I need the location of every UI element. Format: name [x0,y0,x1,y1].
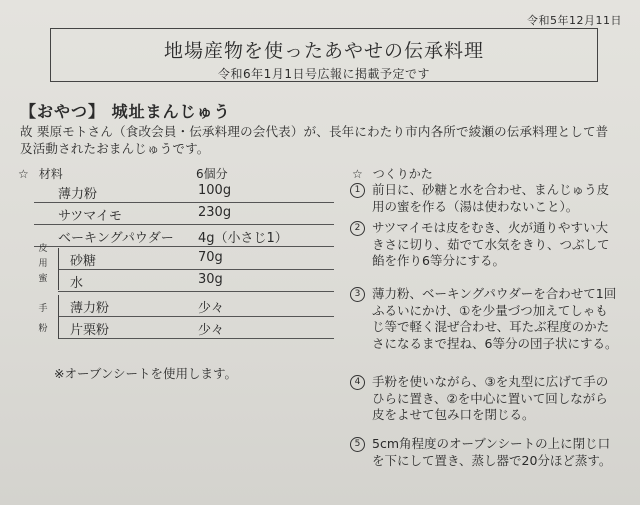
group-label-hand: 手 粉 [38,304,48,334]
step-number: 3 [350,287,365,302]
ingredients-label: 材料 [38,167,63,181]
rule-line [58,338,334,339]
step-4 [350,374,620,424]
ingredient-row [58,248,334,270]
ingredient-row [34,181,334,203]
ingredient-row [58,317,334,339]
step-text: 手粉を使いながら、③を丸型に広げて手のひらに置き、②を中心に置いて回しながら皮をよせて包み口を閉じる。 [372,374,609,422]
ingredient-row [58,295,334,317]
page-subtitle: 令和6年1月1日号広報に掲載予定です [218,67,430,81]
rule-line [58,291,334,292]
star-icon: ☆ [352,167,363,181]
recipe-intro: 故 栗原モトさん（食改会員・伝承料理の会代表）が、長年にわたり市内各所で綾瀬の伝承料理として普及活動されたおまんじゅうです。 [20,124,609,156]
ingredients-title [18,165,63,182]
step-3 [350,286,620,352]
group-label-skin: 皮 用 蜜 [38,244,48,284]
step-5 [350,436,620,469]
step-2 [350,220,620,270]
ingredient-amount: 4g（小さじ1） [198,231,288,246]
recipe-heading: 【おやつ】 城址まんじゅう [20,102,231,121]
step-number: 1 [350,183,365,198]
ingredient-name: 水 [70,276,84,291]
ingredient-name: 片栗粉 [70,323,110,338]
group-bracket [58,248,59,290]
ingredient-amount: 230g [198,205,232,220]
ingredient-name: 薄力粉 [70,301,110,316]
step-text: 5cm角程度のオーブンシートの上に閉じ口を下にして置き、蒸し器で20分ほど蒸す。 [372,436,612,468]
ingredient-amount: 少々 [198,301,225,316]
ingredient-name: 薄力粉 [58,187,98,202]
steps-title [352,165,433,182]
step-number: 5 [350,437,365,452]
step-number: 4 [350,375,365,390]
ingredient-amount: 少々 [198,323,225,338]
ingredient-name: サツマイモ [58,209,122,224]
ingredient-name: ベーキングパウダー [58,231,174,246]
ingredient-row [58,270,334,292]
page-title: 地場産物を使ったあやせの伝承料理 [163,40,484,62]
ingredient-amount: 100g [198,183,232,198]
rule-line [34,246,334,247]
ingredient-amount: 70g [198,250,223,265]
step-1 [350,182,620,215]
step-text: サツマイモは皮をむき、火が通りやすい大きさに切り、茹でて水気をきり、つぶして餡を作り6等分にする。 [372,220,610,268]
title-box [50,28,598,82]
ingredient-row [34,203,334,225]
step-number: 2 [350,221,365,236]
servings: 6個分 [196,167,228,181]
steps-label: つくりかた [372,167,433,181]
group-bracket [58,295,59,339]
step-text: 前日に、砂糖と水を合わせ、まんじゅう皮用の蜜を作る（湯は使わないこと）。 [372,182,610,214]
ingredient-row [34,225,334,247]
step-text: 薄力粉、ベーキングパウダーを合わせて1回ふるいにかけ、①を少量づつ加えてしゃもじ等で軽く混ぜ合わせ、耳たぶ程度のかたさになるまで捏ね、6等分の団子状にする。 [372,286,618,351]
star-icon: ☆ [18,167,29,181]
ingredient-name: 砂糖 [70,254,97,269]
ingredient-amount: 30g [198,272,223,287]
note: ※オーブンシートを使用します。 [54,366,238,381]
date: 令和5年12月11日 [527,14,622,27]
